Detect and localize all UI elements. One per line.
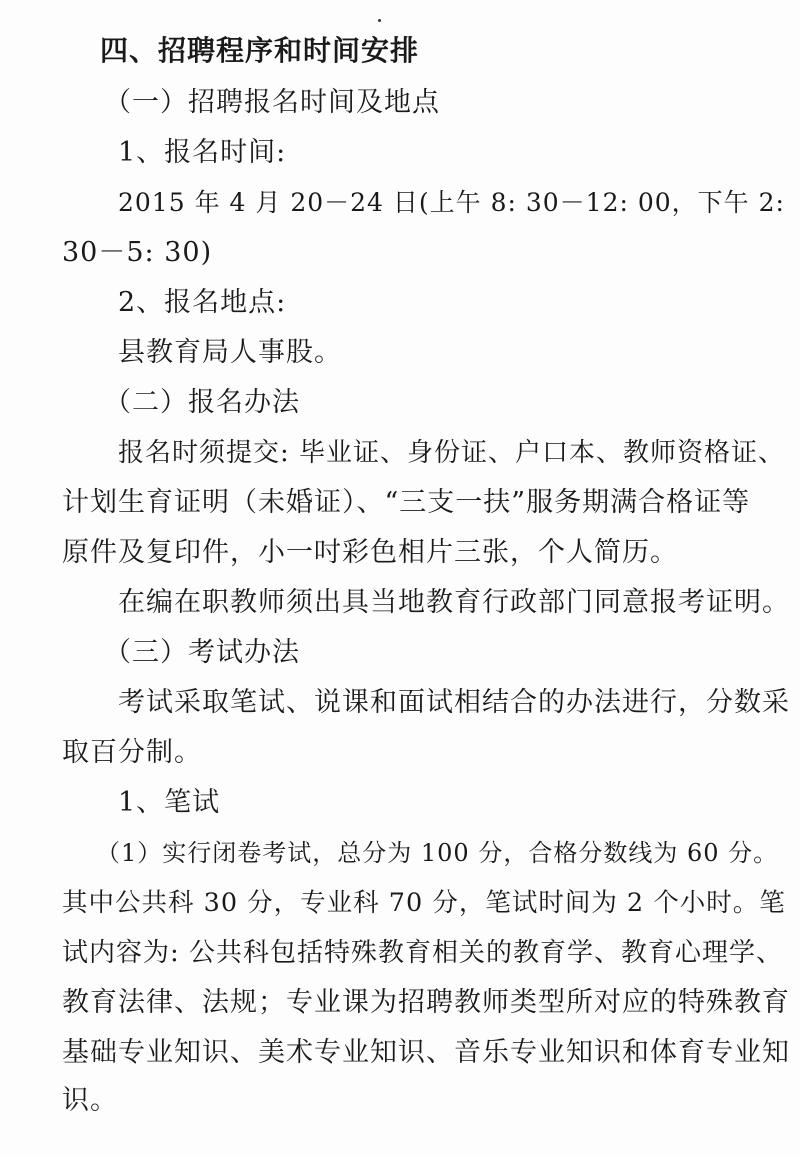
paragraph-line: 试内容为: 公共科包括特殊教育相关的教育学、教育心理学、 xyxy=(62,938,784,968)
paragraph-line: 30－5: 30) xyxy=(62,237,213,268)
paragraph-line: 教育法律、法规；专业课为招聘教师类型所对应的特殊教育 xyxy=(62,987,790,1018)
paragraph-line: 县教育局人事股。 xyxy=(118,337,342,368)
subsection-heading-1: （一）招聘报名时间及地点 xyxy=(104,87,440,118)
paragraph-line: 其中公共科 30 分，专业科 70 分，笔试时间为 2 个小时。笔 xyxy=(62,888,786,918)
paragraph-line: 原件及复印件，小一吋彩色相片三张，个人简历。 xyxy=(62,537,678,568)
scan-speck xyxy=(378,19,381,22)
item-heading-registration-time: 1、报名时间: xyxy=(118,137,287,168)
paragraph-line: 识。 xyxy=(62,1085,118,1116)
paragraph-line: 取百分制。 xyxy=(62,737,202,768)
paragraph-line: 在编在职教师须出具当地教育行政部门同意报考证明。 xyxy=(118,587,790,618)
paragraph-line: 报名时须提交: 毕业证、身份证、户口本、教师资格证、 xyxy=(118,438,786,468)
paragraph-line: 基础专业知识、美术专业知识、音乐专业知识和体育专业知 xyxy=(62,1037,790,1068)
paragraph-line: （1）实行闭卷考试，总分为 100 分，合格分数线为 60 分。 xyxy=(96,839,779,867)
item-heading-written-exam: 1、笔试 xyxy=(118,787,221,818)
paragraph-line: 2015 年 4 月 20－24 日(上午 8: 30－12: 00，下午 2: xyxy=(118,188,785,217)
section-heading: 四、招聘程序和时间安排 xyxy=(100,34,420,67)
paragraph-line: 计划生育证明（未婚证）、“三支一扶”服务期满合格证等 xyxy=(62,487,751,518)
subsection-heading-3: （三）考试办法 xyxy=(104,637,300,668)
paragraph-line: 考试采取笔试、说课和面试相结合的办法进行，分数采 xyxy=(118,687,790,718)
subsection-heading-2: （二）报名办法 xyxy=(104,387,300,418)
item-heading-registration-place: 2、报名地点: xyxy=(118,287,287,318)
